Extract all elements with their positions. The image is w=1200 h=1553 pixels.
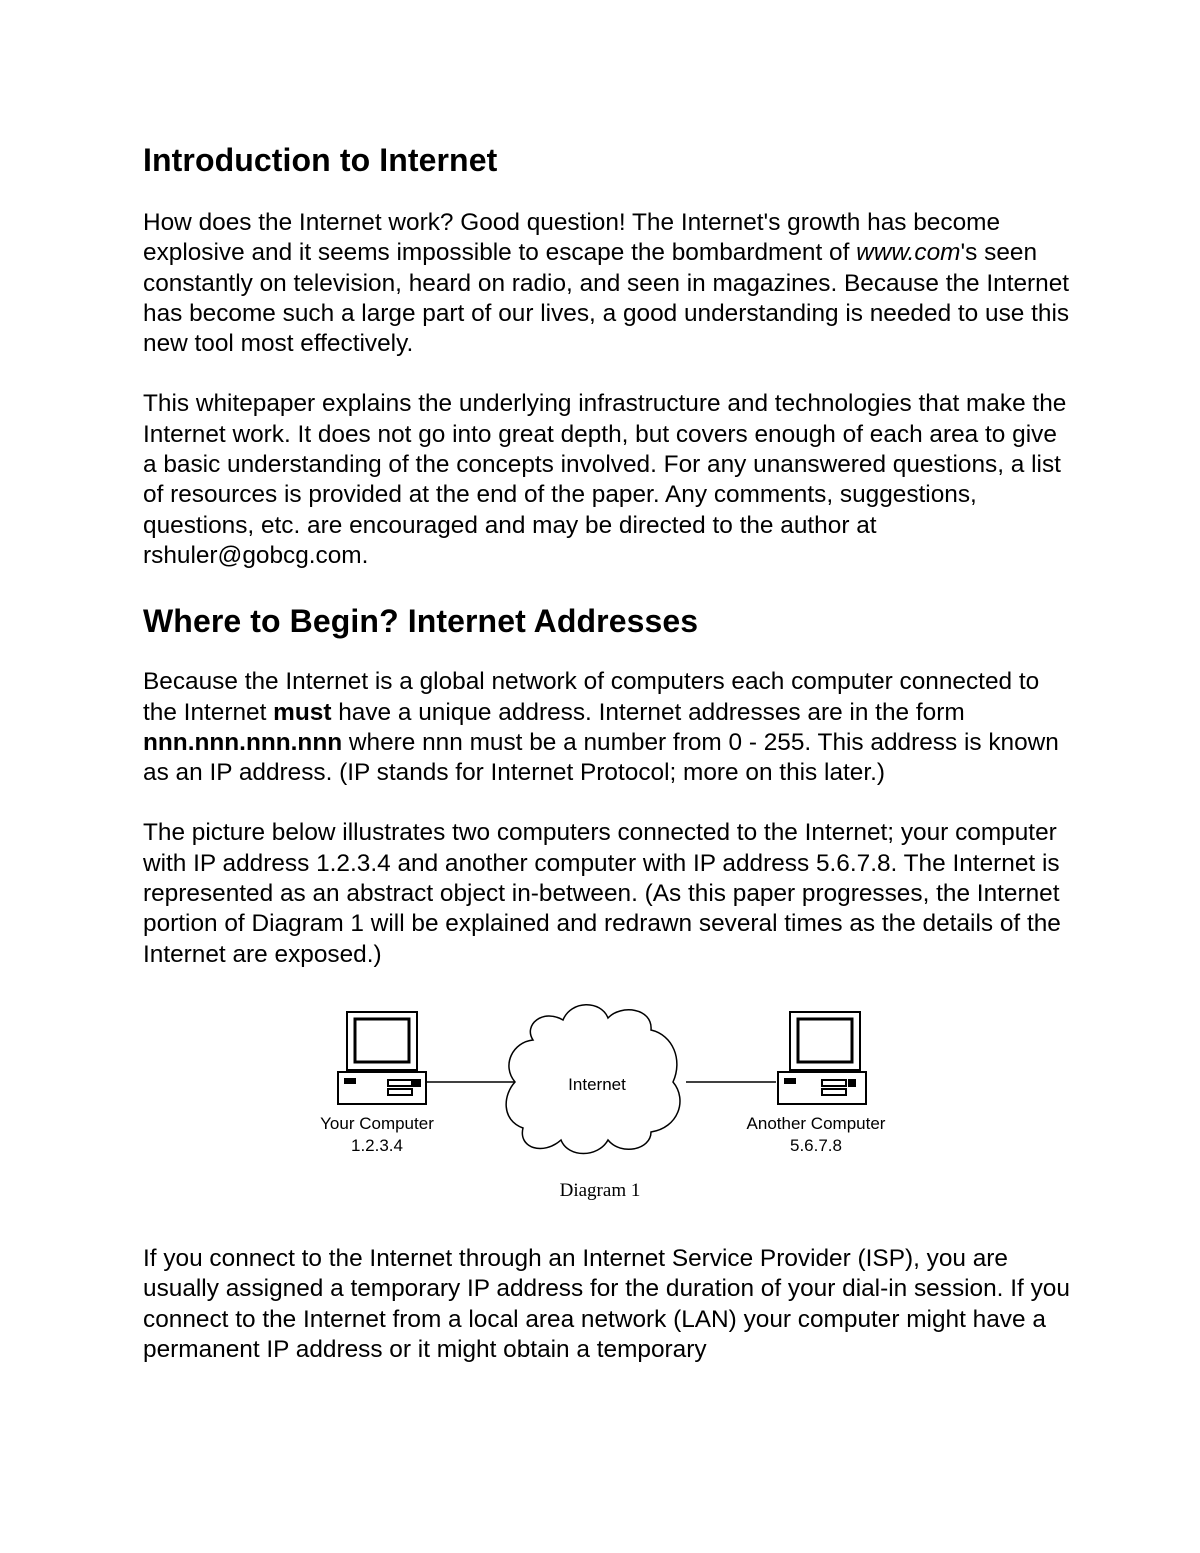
right-computer-ip: 5.6.7.8 xyxy=(790,1135,842,1155)
left-computer-ip: 1.2.3.4 xyxy=(351,1135,403,1155)
addresses-text-1: Because the Internet is a global network of computers each computer connected to the Internet xyxy=(143,668,1040,726)
internet-cloud-label: Internet xyxy=(568,1074,626,1094)
diagram-caption: Diagram 1 xyxy=(559,1179,641,1200)
intro-paragraph-2: This whitepaper explains the underlying infrastructure and technologies that make the Internet work. It does not go into great depth, but covers enough of each area to give a basic understanding of the concepts involved. For any unanswered questions, a list of resources is provided at the end of the paper. Any comments, suggestions, questions, etc. are encouraged and may be directed to the author at rshuler@gobcg.com. xyxy=(143,390,1067,569)
left-computer-icon xyxy=(338,1012,426,1104)
ip-format-emphasis: nnn.nnn.nnn.nnn xyxy=(143,728,343,756)
right-computer-name: Another Computer xyxy=(746,1113,886,1133)
right-computer-icon xyxy=(778,1012,866,1104)
section-heading-internet-addresses: Where to Begin? Internet Addresses xyxy=(143,603,699,640)
section-heading-introduction: Introduction to Internet xyxy=(143,142,498,178)
left-computer-name: Your Computer xyxy=(320,1113,434,1133)
addresses-text-2: have a unique address. Internet addresses are in the form xyxy=(331,698,965,726)
addresses-paragraph-1 xyxy=(143,667,1073,788)
intro-paragraph-1 xyxy=(143,208,1073,359)
diagram-1 xyxy=(143,1000,1073,1200)
diagram-1-svg xyxy=(143,1000,1073,1200)
addresses-text-3: where nnn must be a number from 0 - 255. This address is known as an IP address. (IP stands for Internet Protocol; more on this later.) xyxy=(143,728,1059,787)
intro-text-start: How does the Internet work? Good question! The Internet's growth has become explosive and it seems impossible to escape the bombardment of xyxy=(143,209,1001,267)
document-page xyxy=(143,140,1073,1395)
www-com-emphasis: www.com xyxy=(856,239,961,267)
must-emphasis: must xyxy=(273,698,332,726)
intro-text-end: 's seen constantly on television, heard on radio, and seen in magazines. Because the Internet has become such a large part of our lives, a good understanding is needed to use this new tool most effectively. xyxy=(143,239,1070,358)
addresses-paragraph-3: If you connect to the Internet through an Internet Service Provider (ISP), you are usually assigned a temporary IP address for the duration of your dial-in session. If you connect to the Internet from a local area network (LAN) your computer might have a permanent IP address or it might obtain a temporary xyxy=(143,1244,1070,1363)
addresses-paragraph-2: The picture below illustrates two computers connected to the Internet; your computer with IP address 1.2.3.4 and another computer with IP address 5.6.7.8. The Internet is represented as an abstract object in-between. (As this paper progresses, the Internet portion of Diagram 1 will be explained and redrawn several times as the details of the Internet are exposed.) xyxy=(143,819,1061,968)
